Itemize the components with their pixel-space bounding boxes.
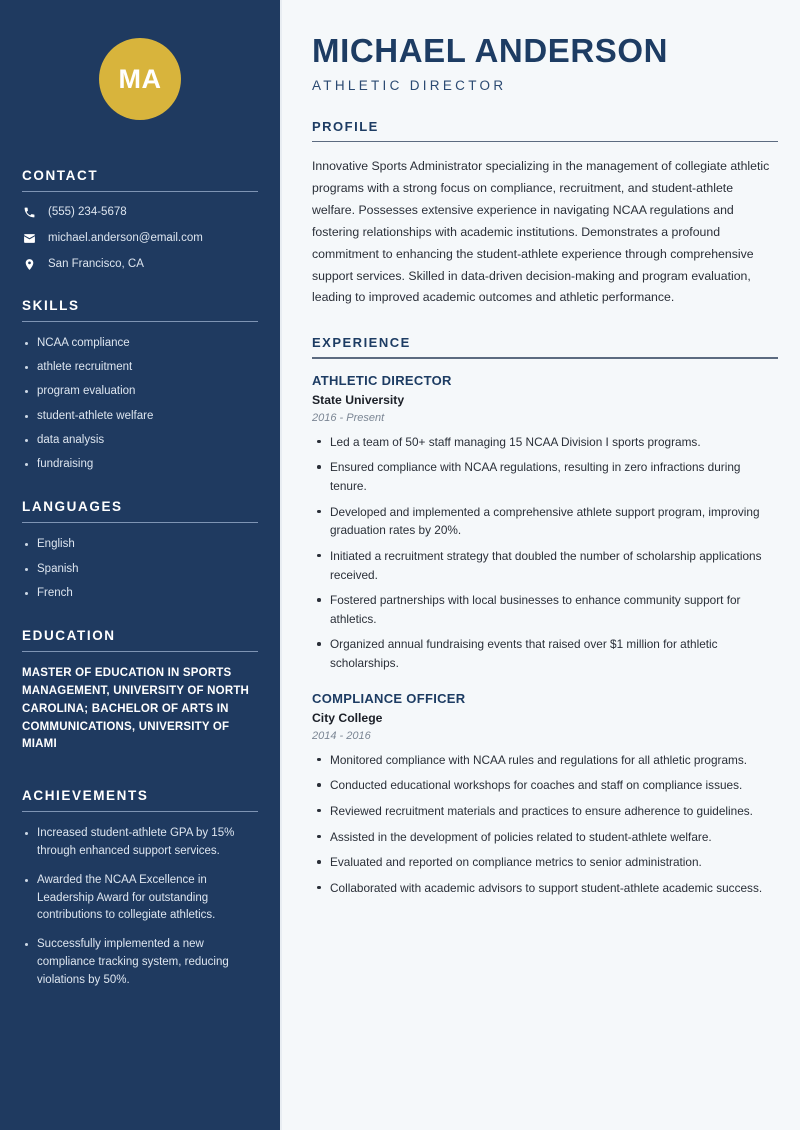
list-item: Increased student-athlete GPA by 15% through enhanced support services. bbox=[22, 825, 258, 861]
achievements-heading: ACHIEVEMENTS bbox=[22, 788, 149, 804]
phone-icon bbox=[22, 206, 36, 219]
languages-list bbox=[22, 536, 258, 602]
list-item: fundraising bbox=[22, 456, 258, 473]
skills-heading: SKILLS bbox=[22, 297, 80, 313]
map-pin-icon bbox=[22, 258, 36, 271]
profile-text: Innovative Sports Administrator specializing in the management of collegiate athletic programs with a strong focus on compliance, recruitment, and student-athlete welfare. Possesses extensive experience in navigating NCAA regulations and fostering relationships with academic institutions. Demonstrates a profound commitment to enhancing the student-athlete experience through comprehensive support services. Skilled in data-driven decision-making and program evaluation, leading to improved academic outcomes and athletic performance. bbox=[312, 159, 770, 305]
job-title: ATHLETIC DIRECTOR bbox=[312, 372, 452, 388]
languages-heading: LANGUAGES bbox=[22, 499, 123, 515]
list-item: Ensured compliance with NCAA regulations, resulting in zero infractions during tenure. bbox=[312, 458, 778, 495]
job-bullet-list bbox=[312, 433, 778, 673]
achievements-divider bbox=[22, 811, 258, 812]
job-company: State University bbox=[312, 392, 405, 407]
list-item: Evaluated and reported on compliance metrics to senior administration. bbox=[312, 853, 778, 872]
contact-location-value: San Francisco, CA bbox=[48, 257, 144, 270]
experience-section bbox=[312, 335, 778, 897]
achievements-list bbox=[22, 825, 258, 990]
experience-entry bbox=[312, 691, 778, 898]
languages-section bbox=[22, 499, 258, 602]
list-item: NCAA compliance bbox=[22, 335, 258, 352]
list-item: Successfully implemented a new compliance tracking system, reducing violations by 50%. bbox=[22, 936, 258, 989]
skills-divider bbox=[22, 321, 258, 322]
experience-heading: EXPERIENCE bbox=[312, 335, 411, 351]
avatar-wrapper bbox=[22, 0, 258, 168]
sidebar bbox=[0, 0, 280, 1130]
job-bullet-list bbox=[312, 751, 778, 898]
contact-heading: CONTACT bbox=[22, 168, 99, 183]
skills-list bbox=[22, 335, 258, 474]
main-column bbox=[280, 0, 800, 1130]
job-dates: 2014 - 2016 bbox=[312, 729, 371, 742]
achievements-section bbox=[22, 788, 258, 990]
list-item: Awarded the NCAA Excellence in Leadership Award for outstanding contributions to collegiate athletics. bbox=[22, 872, 258, 925]
job-title: COMPLIANCE OFFICER bbox=[312, 690, 466, 706]
experience-entry bbox=[312, 373, 778, 673]
list-item: Monitored compliance with NCAA rules and regulations for all athletic programs. bbox=[312, 751, 778, 770]
profile-heading: PROFILE bbox=[312, 118, 379, 134]
job-company: City College bbox=[312, 710, 383, 725]
experience-divider bbox=[312, 357, 778, 359]
list-item: Developed and implemented a comprehensive athlete support program, improving graduation rates by 20%. bbox=[312, 503, 778, 540]
list-item: Reviewed recruitment materials and practices to ensure adherence to guidelines. bbox=[312, 802, 778, 821]
list-item: athlete recruitment bbox=[22, 359, 258, 376]
contact-section bbox=[22, 168, 258, 272]
education-section bbox=[22, 628, 258, 754]
contact-divider bbox=[22, 191, 258, 192]
contact-item-email[interactable] bbox=[22, 231, 258, 246]
job-role-subtitle: ATHLETIC DIRECTOR bbox=[312, 77, 507, 93]
education-heading: EDUCATION bbox=[22, 628, 116, 644]
list-item: Collaborated with academic advisors to support student-athlete academic success. bbox=[312, 879, 778, 898]
contact-phone-value: (555) 234-5678 bbox=[48, 206, 127, 218]
list-item: student-athlete welfare bbox=[22, 408, 258, 425]
contact-item-phone[interactable] bbox=[22, 205, 258, 220]
list-item: Led a team of 50+ staff managing 15 NCAA Division I sports programs. bbox=[312, 433, 778, 452]
job-dates: 2016 - Present bbox=[312, 411, 385, 424]
list-item: data analysis bbox=[22, 432, 258, 449]
contact-item-location[interactable] bbox=[22, 257, 258, 272]
education-text: MASTER OF EDUCATION IN SPORTS MANAGEMENT, UNIVERSITY OF NORTH CAROLINA; BACHELOR OF ARTS IN COMMUNICATIONS, UNIVERSITY OF MIAMI bbox=[22, 667, 250, 751]
skills-section bbox=[22, 298, 258, 474]
contact-email-value: michael.anderson@email.com bbox=[48, 231, 203, 244]
education-divider bbox=[22, 651, 258, 652]
list-item: program evaluation bbox=[22, 383, 258, 400]
page-title: MICHAEL ANDERSON bbox=[312, 32, 669, 69]
list-item: Fostered partnerships with local businesses to enhance community support for athletics. bbox=[312, 591, 778, 628]
profile-divider bbox=[312, 141, 778, 143]
list-item: Spanish bbox=[22, 561, 258, 578]
list-item: Conducted educational workshops for coaches and staff on compliance issues. bbox=[312, 776, 778, 795]
envelope-icon bbox=[22, 232, 36, 245]
list-item: Assisted in the development of policies related to student-athlete welfare. bbox=[312, 828, 778, 847]
list-item: English bbox=[22, 536, 258, 553]
languages-divider bbox=[22, 522, 258, 523]
list-item: Organized annual fundraising events that raised over $1 million for athletic scholarships. bbox=[312, 635, 778, 672]
list-item: French bbox=[22, 585, 258, 602]
list-item: Initiated a recruitment strategy that doubled the number of scholarship applications received. bbox=[312, 547, 778, 584]
profile-section bbox=[312, 119, 778, 310]
avatar: MA bbox=[99, 38, 181, 120]
